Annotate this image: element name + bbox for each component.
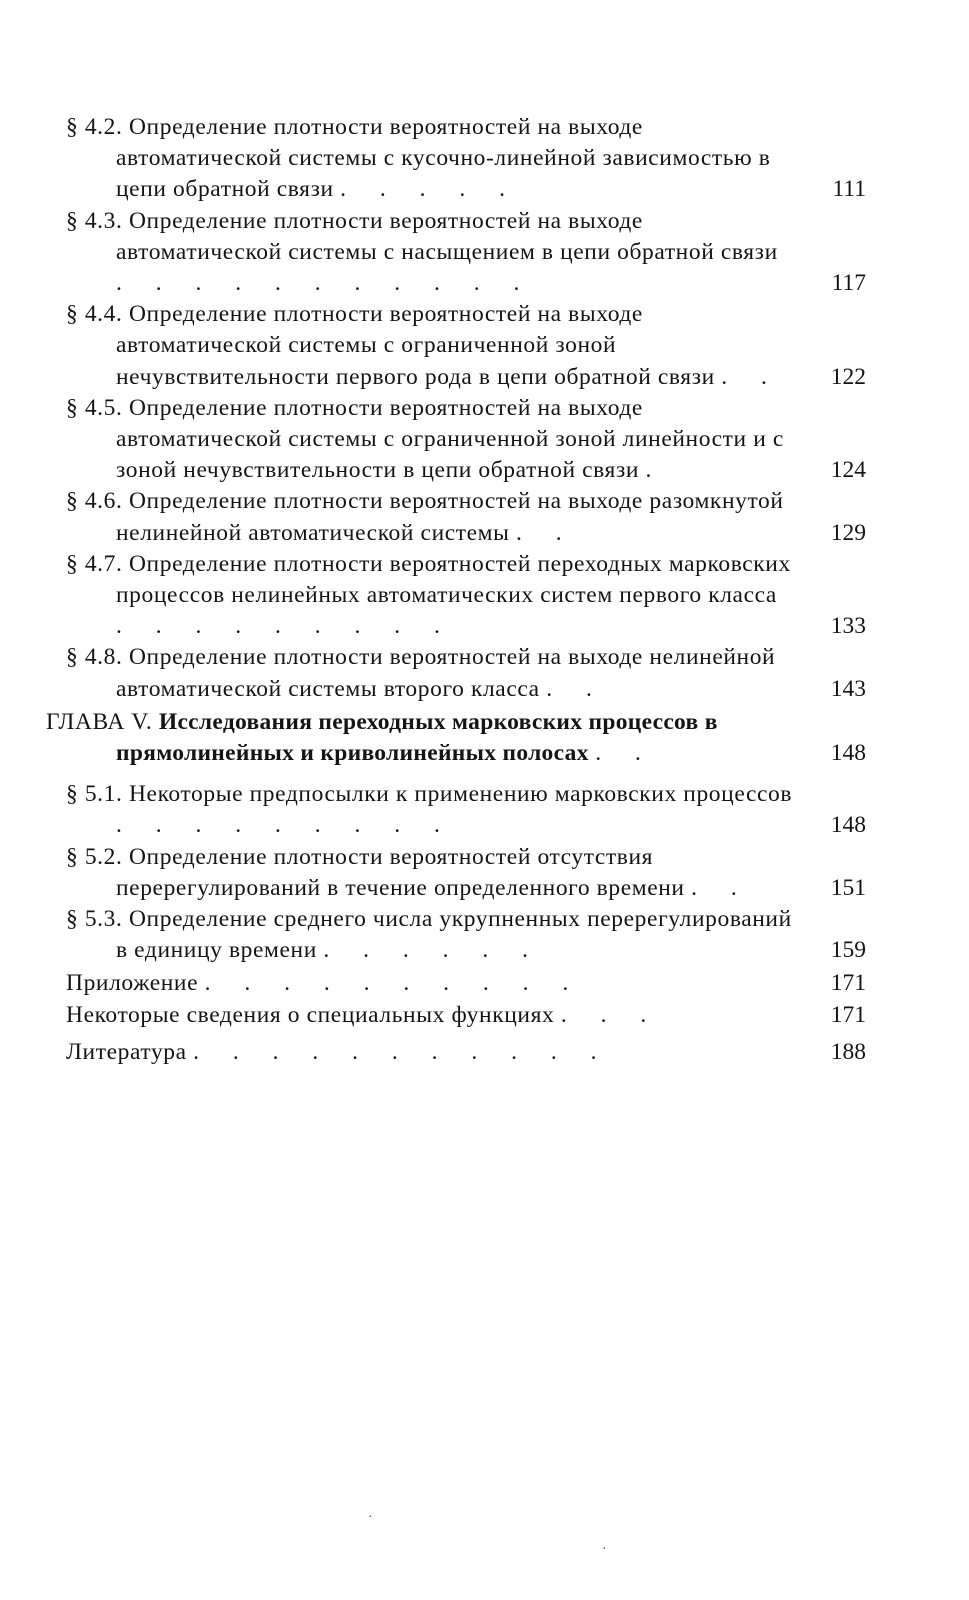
page-number: 188 xyxy=(830,1038,866,1065)
toc-chapter-5 xyxy=(46,707,866,769)
chapter-title: Исследования переходных марковских процессов в прямолинейных и криволинейных полосах xyxy=(116,708,718,767)
toc-entry-5-3 xyxy=(66,904,866,966)
page-number: 159 xyxy=(830,937,866,964)
dot-leader: . . . . . xyxy=(340,176,520,203)
toc-entry-4-7 xyxy=(66,549,866,643)
dot-leader: . . . . . . xyxy=(323,937,543,964)
section-number: § 5.3. xyxy=(66,906,123,933)
dot-leader: . . . . . . . . . xyxy=(116,613,454,640)
dot-leader: . xyxy=(645,457,666,484)
section-number: § 5.1. xyxy=(66,781,123,808)
dot-leader: . . xyxy=(595,740,655,767)
section-title: Определение среднего числа укрупненных перерегулирований в единицу времени xyxy=(116,906,792,964)
toc-entry-4-5 xyxy=(66,393,866,487)
dot-leader: . . . . . . . . . . . xyxy=(116,270,534,297)
section-title: Некоторые предпосылки к применению марковских процессов xyxy=(128,781,793,808)
section-number: § 5.2. xyxy=(66,843,123,870)
dot-leader: . . . . . . . . . xyxy=(116,812,454,839)
page-number: 148 xyxy=(830,740,866,767)
scan-speck: · xyxy=(602,1542,607,1557)
toc-entry-4-3 xyxy=(66,206,866,300)
dot-leader: . . xyxy=(721,363,781,390)
page-number: 143 xyxy=(830,675,866,702)
page-number: 122 xyxy=(830,363,866,390)
dot-leader: . . xyxy=(546,675,606,702)
section-title: Определение плотности вероятностей на выходе автоматической системы с кусочно-линейной зависимостью в цепи обратной связи xyxy=(116,114,771,203)
page-number: 148 xyxy=(830,812,866,839)
dot-leader: . . . xyxy=(560,1001,661,1028)
literature-title: Литература xyxy=(66,1038,187,1065)
toc-entry-5-1 xyxy=(66,779,866,841)
toc-entry-appendix xyxy=(66,968,866,999)
dot-leader: . . . . . . . . . . xyxy=(204,970,583,997)
toc-entry-literature xyxy=(66,1037,866,1068)
page-number: 151 xyxy=(830,874,866,901)
toc-entry-4-8 xyxy=(66,642,866,704)
dot-leader: . . xyxy=(516,519,576,546)
appendix-title: Приложение xyxy=(66,970,199,997)
page-number: 171 xyxy=(830,970,866,997)
section-title: Определение плотности вероятностей на выходе автоматической системы с насыщением в цепи обратной связи xyxy=(116,207,778,265)
toc-entry-special-functions xyxy=(66,1000,866,1031)
dot-leader: . . xyxy=(691,874,751,901)
section-number: § 4.4. xyxy=(66,301,123,328)
toc-entry-5-2 xyxy=(66,842,866,904)
page-number: 124 xyxy=(830,457,866,484)
section-title: Определение плотности вероятностей на выходе нелинейной автоматической системы второго класса xyxy=(116,644,776,702)
toc-entry-4-2 xyxy=(66,112,866,206)
section-number: § 4.7. xyxy=(66,550,123,577)
section-title: Определение плотности вероятностей на выходе автоматической системы с ограниченной зоной линейности и с зоной нечувствительности в цепи обратной связи xyxy=(116,394,784,484)
section-number: § 4.3. xyxy=(66,207,123,234)
toc-entry-4-4 xyxy=(66,299,866,393)
page-number: 129 xyxy=(830,519,866,546)
page-number: 133 xyxy=(830,613,866,640)
section-number: § 4.8. xyxy=(66,644,123,671)
chapter-number: ГЛАВА V. xyxy=(46,708,153,735)
section-title: Определение плотности вероятностей отсутствия перерегулирований в течение определенного времени xyxy=(116,843,685,901)
scan-speck: · xyxy=(368,1510,373,1525)
dot-leader: . . . . . . . . . . . xyxy=(193,1038,611,1065)
section-title: Определение плотности вероятностей на выходе разомкнутой нелинейной автоматической системы xyxy=(116,488,784,546)
section-number: § 4.6. xyxy=(66,488,123,515)
section-title: Определение плотности вероятностей на выходе автоматической системы с ограниченной зоной нечувствительности первого рода в цепи обратной связи xyxy=(116,301,715,390)
special-functions-title: Некоторые сведения о специальных функциях xyxy=(66,1001,555,1028)
page-number: 171 xyxy=(830,1001,866,1028)
section-number: § 4.5. xyxy=(66,394,123,421)
page-number: 111 xyxy=(832,176,866,203)
table-of-contents xyxy=(46,112,866,1068)
page-number: 117 xyxy=(831,270,866,297)
toc-entry-4-6 xyxy=(66,486,866,548)
section-title: Определение плотности вероятностей переходных марковских процессов нелинейных автоматических систем первого класса xyxy=(116,550,791,609)
section-number: § 4.2. xyxy=(66,114,123,140)
